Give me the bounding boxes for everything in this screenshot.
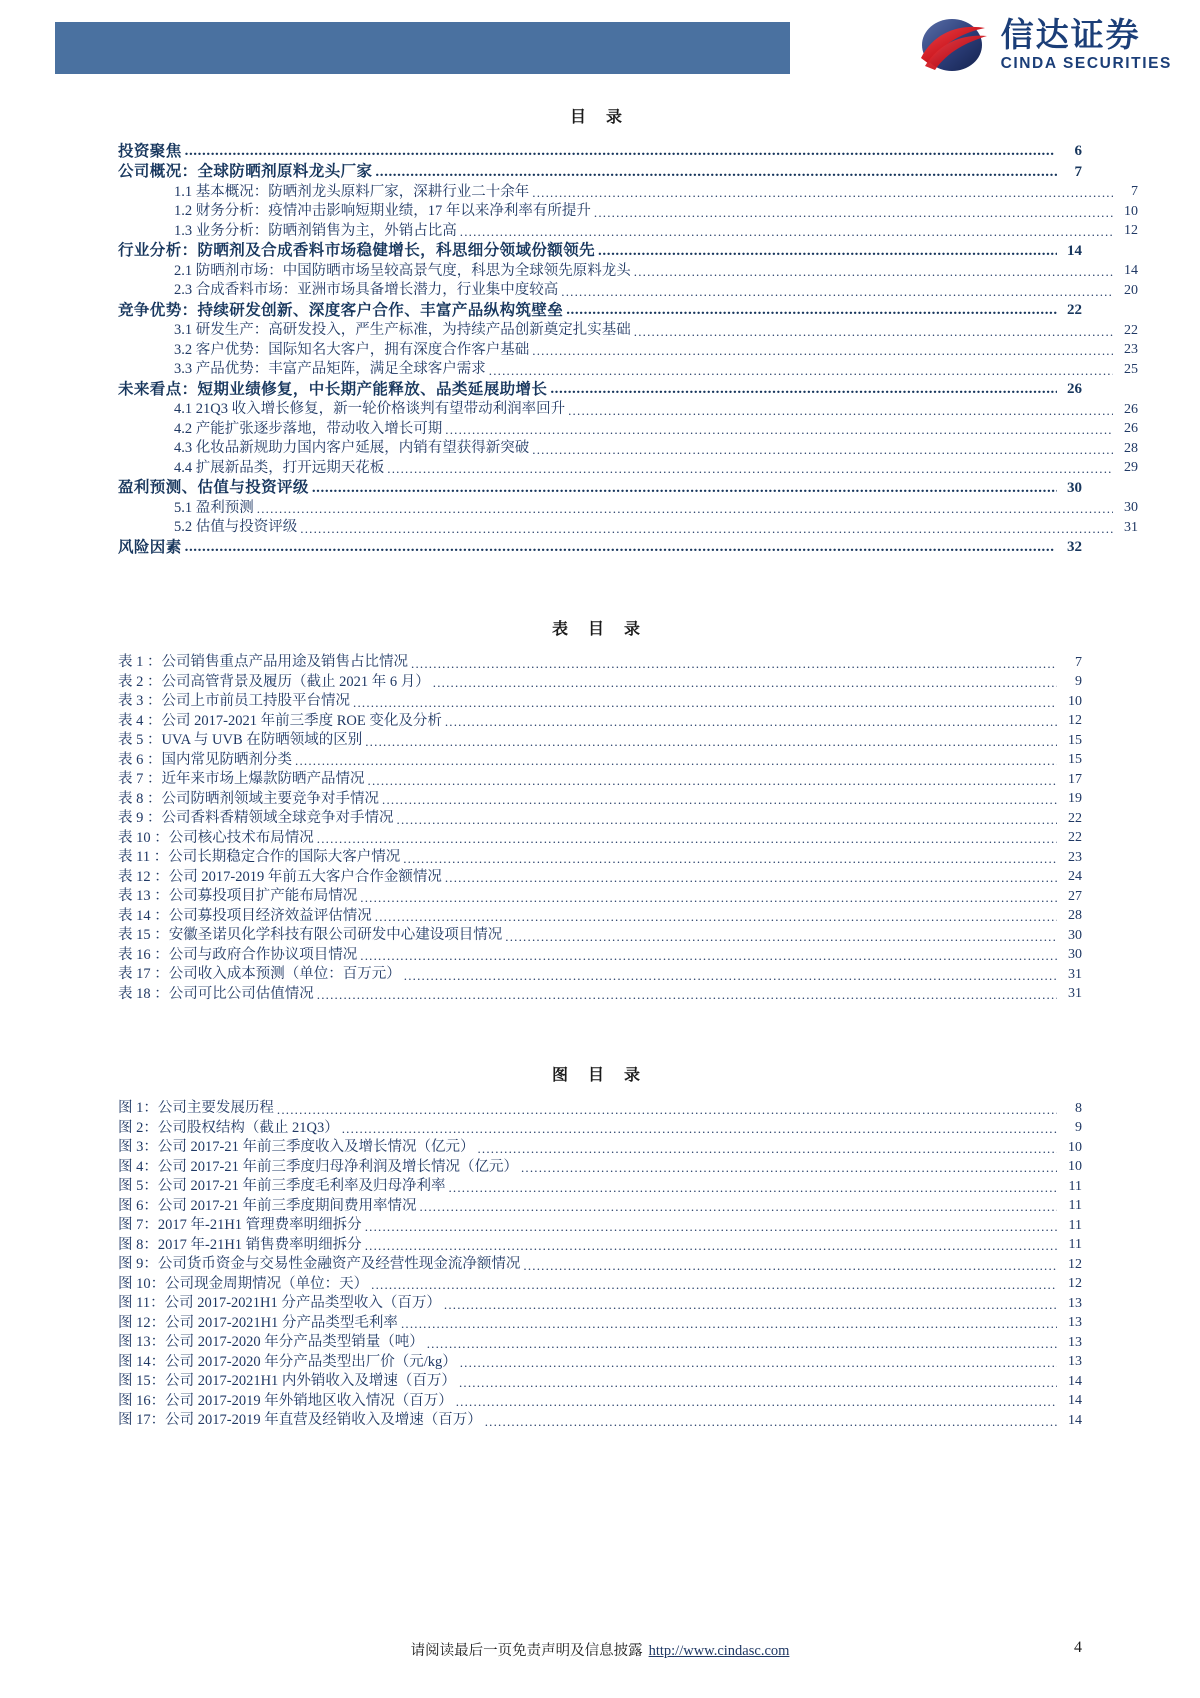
dot-leader bbox=[561, 283, 1113, 298]
entry-page-number: 27 bbox=[1068, 888, 1082, 904]
table-list-entry[interactable] bbox=[118, 887, 1082, 907]
footer-url-link[interactable]: http://www.cindasc.com bbox=[648, 1643, 790, 1659]
entry-page-number: 31 bbox=[1068, 966, 1082, 982]
entry-label: 表 13 ：公司募投项目扩产能布局情况 bbox=[118, 888, 358, 904]
table-list-entry[interactable] bbox=[118, 789, 1082, 809]
entry-page-number: 13 bbox=[1068, 1354, 1082, 1369]
entry-label: 图 11：公司 2017-2021H1 分产品类型收入（百万） bbox=[118, 1295, 441, 1311]
dot-leader bbox=[368, 772, 1058, 787]
figure-list-entry[interactable] bbox=[118, 1352, 1082, 1372]
dot-leader bbox=[419, 1199, 1057, 1214]
footer-disclaimer: 请阅读最后一页免责声明及信息披露 bbox=[410, 1643, 643, 1659]
entry-page-number: 22 bbox=[1068, 830, 1082, 845]
entry-label: 图 10：公司现金周期情况（单位：天） bbox=[118, 1275, 369, 1292]
dot-leader bbox=[445, 870, 1057, 885]
figure-list-entry[interactable] bbox=[118, 1372, 1082, 1392]
entry-label: 5.1 盈利预测 bbox=[174, 499, 254, 516]
dot-leader bbox=[317, 831, 1057, 846]
toc-entry[interactable] bbox=[118, 241, 1082, 262]
toc-entry[interactable] bbox=[118, 281, 1138, 301]
dot-leader bbox=[277, 1101, 1057, 1116]
table-list-entry[interactable] bbox=[118, 653, 1082, 673]
toc-entry[interactable] bbox=[118, 340, 1138, 360]
dot-leader bbox=[427, 1335, 1057, 1350]
entry-label: 表 15 ：安徽圣诺贝化学科技有限公司研发中心建设项目情况 bbox=[118, 927, 503, 943]
entry-label: 1.2 财务分析：疫情冲击影响短期业绩，17 年以来净利率有所提升 bbox=[174, 203, 591, 219]
entry-label: 表 18 ：公司可比公司估值情况 bbox=[118, 985, 314, 1002]
entry-page-number: 20 bbox=[1124, 282, 1138, 298]
entry-page-number: 22 bbox=[1068, 810, 1082, 826]
entry-label: 表 9 ：公司香料香精领域全球竞争对手情况 bbox=[118, 810, 394, 826]
dot-leader bbox=[300, 520, 1113, 535]
section-spacer-2 bbox=[118, 1004, 1082, 1050]
logo-wordmark bbox=[1001, 18, 1172, 72]
entry-page-number: 31 bbox=[1068, 986, 1082, 1001]
figure-list-heading: 图 目 录 bbox=[551, 1066, 648, 1084]
entry-page-number: 13 bbox=[1068, 1295, 1082, 1311]
entry-label: 4.4 扩展新品类，打开远期天花板 bbox=[174, 459, 385, 476]
dot-leader bbox=[489, 362, 1113, 377]
entry-page-number: 31 bbox=[1124, 519, 1138, 535]
table-list-entry[interactable] bbox=[118, 750, 1082, 770]
table-list bbox=[118, 653, 1082, 1004]
entry-label: 表 4 ：公司 2017-2021 年前三季度 ROE 变化及分析 bbox=[118, 712, 442, 729]
entry-label: 风险因素 bbox=[118, 538, 182, 556]
page-content bbox=[0, 104, 1200, 1430]
dot-leader bbox=[459, 1374, 1057, 1389]
entry-page-number: 22 bbox=[1124, 322, 1138, 338]
entry-label: 1.1 基本概况：防晒剂龙头原料厂家，深耕行业二十余年 bbox=[174, 183, 530, 200]
dot-leader bbox=[445, 422, 1113, 437]
figure-list-entry[interactable] bbox=[118, 1274, 1082, 1294]
dot-leader bbox=[448, 1179, 1057, 1194]
toc-heading: 目 录 bbox=[569, 109, 630, 126]
dot-leader bbox=[365, 1238, 1057, 1253]
figure-list-entry[interactable] bbox=[118, 1118, 1082, 1138]
dot-leader bbox=[521, 1160, 1057, 1175]
dot-leader bbox=[365, 733, 1057, 748]
toc-entry[interactable] bbox=[118, 439, 1138, 459]
entry-page-number: 15 bbox=[1068, 732, 1082, 748]
dot-leader bbox=[532, 343, 1113, 358]
figure-list-entry[interactable] bbox=[118, 1235, 1082, 1255]
entry-page-number: 29 bbox=[1124, 460, 1138, 475]
entry-label: 图 3：公司 2017-21 年前三季度收入及增长情况（亿元） bbox=[118, 1139, 475, 1155]
table-list-entry[interactable] bbox=[118, 926, 1082, 946]
toc-entry[interactable] bbox=[118, 458, 1138, 478]
header-blue-bar bbox=[55, 22, 790, 74]
dot-leader bbox=[185, 540, 1057, 556]
dot-leader bbox=[460, 1355, 1057, 1370]
figure-list-entry[interactable] bbox=[118, 1216, 1082, 1236]
entry-label: 5.2 估值与投资评级 bbox=[174, 519, 298, 535]
table-list-entry[interactable] bbox=[118, 867, 1082, 887]
dot-leader bbox=[404, 967, 1057, 982]
entry-label: 表 3 ：公司上市前员工持股平台情况 bbox=[118, 693, 350, 709]
toc-entry[interactable] bbox=[118, 360, 1138, 380]
entry-page-number: 30 bbox=[1068, 947, 1082, 962]
entry-page-number: 26 bbox=[1124, 401, 1138, 417]
footer-page-number: 4 bbox=[1074, 1639, 1082, 1656]
entry-page-number: 12 bbox=[1068, 1276, 1082, 1291]
table-list-entry[interactable] bbox=[118, 692, 1082, 712]
entry-label: 图 15：公司 2017-2021H1 内外销收入及增速（百万） bbox=[118, 1373, 456, 1389]
table-list-entry[interactable] bbox=[118, 965, 1082, 985]
entry-label: 图 16：公司 2017-2019 年外销地区收入情况（百万） bbox=[118, 1392, 453, 1409]
entry-label: 表 14 ：公司募投项目经济效益评估情况 bbox=[118, 907, 372, 924]
figure-list-entry[interactable] bbox=[118, 1177, 1082, 1197]
toc-entry[interactable] bbox=[118, 300, 1082, 321]
entry-label: 3.3 产品优势：丰富产品矩阵，满足全球客户需求 bbox=[174, 361, 486, 377]
entry-page-number: 13 bbox=[1068, 1315, 1082, 1330]
dot-leader bbox=[375, 909, 1057, 924]
entry-page-number: 13 bbox=[1068, 1334, 1082, 1350]
entry-page-number: 12 bbox=[1068, 1256, 1082, 1272]
entry-page-number: 9 bbox=[1075, 1120, 1082, 1135]
entry-label: 图 17：公司 2017-2019 年直营及经销收入及增速（百万） bbox=[118, 1412, 482, 1428]
toc-list bbox=[118, 141, 1138, 558]
dot-leader bbox=[353, 694, 1057, 709]
entry-page-number: 7 bbox=[1131, 184, 1138, 199]
table-list-entry[interactable] bbox=[118, 828, 1082, 848]
figure-list bbox=[118, 1099, 1082, 1431]
logo-english-name: CINDA SECURITIES bbox=[1000, 55, 1172, 73]
entry-label: 图 13：公司 2017-2020 年分产品类型销量（吨） bbox=[118, 1334, 424, 1350]
entry-page-number: 14 bbox=[1067, 242, 1082, 259]
entry-label: 未来看点：短期业绩修复，中长期产能释放、品类延展助增长 bbox=[118, 380, 548, 398]
dot-leader bbox=[634, 323, 1113, 338]
entry-page-number: 7 bbox=[1074, 163, 1082, 180]
dot-leader bbox=[444, 1296, 1057, 1311]
entry-label: 表 12 ：公司 2017-2019 年前五大客户合作金额情况 bbox=[118, 868, 442, 885]
entry-label: 图 2：公司股权结构（截止 21Q3） bbox=[118, 1119, 339, 1136]
figure-list-entry[interactable] bbox=[118, 1294, 1082, 1314]
entry-page-number: 17 bbox=[1068, 771, 1082, 787]
entry-label: 3.2 客户优势：国际知名大客户，拥有深度合作客户基础 bbox=[174, 341, 530, 358]
entry-page-number: 14 bbox=[1068, 1393, 1082, 1408]
dot-leader bbox=[317, 987, 1057, 1002]
entry-label: 3.1 研发生产：高研发投入，严生产标准，为持续产品创新奠定扎实基础 bbox=[174, 322, 631, 338]
entry-page-number: 24 bbox=[1068, 869, 1082, 884]
entry-label: 图 14：公司 2017-2020 年分产品类型出厂价（元/kg） bbox=[118, 1353, 457, 1370]
dot-leader bbox=[375, 164, 1057, 180]
toc-entry[interactable] bbox=[118, 537, 1082, 558]
table-list-entry[interactable] bbox=[118, 984, 1082, 1004]
entry-page-number: 10 bbox=[1068, 1159, 1082, 1174]
dot-leader bbox=[360, 889, 1057, 904]
table-list-entry[interactable] bbox=[118, 809, 1082, 829]
entry-page-number: 8 bbox=[1075, 1100, 1082, 1116]
page-footer bbox=[0, 1639, 1200, 1660]
table-list-entry[interactable] bbox=[118, 906, 1082, 926]
entry-page-number: 28 bbox=[1124, 440, 1138, 456]
entry-page-number: 15 bbox=[1068, 752, 1082, 767]
dot-leader bbox=[477, 1140, 1057, 1155]
entry-page-number: 7 bbox=[1075, 654, 1082, 670]
figure-list-entry[interactable] bbox=[118, 1138, 1082, 1158]
dot-leader bbox=[532, 185, 1113, 200]
entry-page-number: 32 bbox=[1067, 539, 1082, 555]
entry-page-number: 23 bbox=[1124, 342, 1138, 357]
entry-page-number: 30 bbox=[1067, 479, 1082, 496]
dot-leader bbox=[312, 480, 1057, 496]
entry-label: 2.3 合成香料市场：亚洲市场具备增长潜力，行业集中度较高 bbox=[174, 282, 559, 298]
entry-page-number: 12 bbox=[1068, 713, 1082, 728]
dot-leader bbox=[485, 1413, 1057, 1428]
figure-list-entry[interactable] bbox=[118, 1411, 1082, 1431]
dot-leader bbox=[342, 1121, 1057, 1136]
dot-leader bbox=[365, 1218, 1057, 1233]
table-list-entry[interactable] bbox=[118, 945, 1082, 965]
entry-label: 表 5 ：UVA 与 UVB 在防晒领域的区别 bbox=[118, 732, 363, 748]
cinda-logo-icon bbox=[913, 14, 991, 76]
entry-page-number: 22 bbox=[1067, 302, 1082, 318]
entry-label: 竞争优势：持续研发创新、深度客户合作、丰富产品纵构筑壁垒 bbox=[118, 301, 564, 319]
entry-page-number: 12 bbox=[1124, 223, 1138, 238]
entry-label: 表 2 ：公司高管背景及履历（截止 2021 年 6 月） bbox=[118, 673, 430, 690]
toc-entry[interactable] bbox=[118, 162, 1082, 183]
entry-page-number: 25 bbox=[1124, 361, 1138, 377]
entry-page-number: 30 bbox=[1068, 927, 1082, 943]
table-list-entry[interactable] bbox=[118, 711, 1082, 731]
dot-leader bbox=[456, 1394, 1057, 1409]
dot-leader bbox=[445, 714, 1057, 729]
toc-entry[interactable] bbox=[118, 518, 1138, 538]
dot-leader bbox=[598, 243, 1057, 259]
dot-leader bbox=[360, 948, 1057, 963]
dot-leader bbox=[371, 1277, 1057, 1292]
page-header bbox=[0, 0, 1200, 92]
dot-leader bbox=[505, 928, 1057, 943]
entry-page-number: 10 bbox=[1068, 693, 1082, 709]
entry-label: 图 5：公司 2017-21 年前三季度毛利率及归母净利率 bbox=[118, 1178, 446, 1194]
entry-label: 图 12：公司 2017-2021H1 分产品类型毛利率 bbox=[118, 1314, 398, 1331]
dot-leader bbox=[433, 675, 1057, 690]
entry-page-number: 11 bbox=[1068, 1178, 1082, 1194]
entry-page-number: 28 bbox=[1068, 908, 1082, 923]
entry-label: 表 7 ：近年来市场上爆款防晒产品情况 bbox=[118, 771, 365, 787]
dot-leader bbox=[594, 204, 1113, 219]
entry-label: 图 7：2017 年-21H1 管理费率明细拆分 bbox=[118, 1217, 362, 1233]
figure-list-entry[interactable] bbox=[118, 1255, 1082, 1275]
figure-list-entry[interactable] bbox=[118, 1391, 1082, 1411]
entry-page-number: 14 bbox=[1068, 1412, 1082, 1428]
entry-page-number: 6 bbox=[1074, 143, 1082, 159]
toc-entry[interactable] bbox=[118, 321, 1138, 341]
dot-leader bbox=[523, 1257, 1057, 1272]
toc-entry[interactable] bbox=[118, 141, 1082, 162]
dot-leader bbox=[387, 461, 1113, 476]
entry-page-number: 23 bbox=[1068, 849, 1082, 865]
entry-label: 盈利预测、估值与投资评级 bbox=[118, 479, 309, 496]
entry-page-number: 26 bbox=[1124, 421, 1138, 436]
entry-label: 4.2 产能扩张逐步落地，带动收入增长可期 bbox=[174, 420, 443, 437]
table-list-heading: 表 目 录 bbox=[551, 620, 648, 638]
entry-label: 图 9：公司货币资金与交易性金融资产及经营性现金流净额情况 bbox=[118, 1256, 521, 1272]
dot-leader bbox=[411, 655, 1057, 670]
toc-entry[interactable] bbox=[118, 261, 1138, 281]
entry-label: 图 8：2017 年-21H1 销售费率明细拆分 bbox=[118, 1236, 362, 1253]
dot-leader bbox=[382, 792, 1057, 807]
dot-leader bbox=[460, 224, 1113, 239]
dot-leader bbox=[397, 811, 1058, 826]
dot-leader bbox=[257, 501, 1113, 516]
entry-page-number: 26 bbox=[1067, 381, 1082, 397]
entry-label: 表 10 ：公司核心技术布局情况 bbox=[118, 829, 314, 846]
section-spacer bbox=[118, 558, 1082, 604]
entry-label: 投资聚焦 bbox=[118, 142, 182, 160]
figure-list-entry[interactable] bbox=[118, 1333, 1082, 1353]
dot-leader bbox=[185, 144, 1057, 160]
dot-leader bbox=[566, 303, 1057, 319]
entry-label: 图 4：公司 2017-21 年前三季度归母净利润及增长情况（亿元） bbox=[118, 1158, 518, 1175]
toc-entry[interactable] bbox=[118, 478, 1082, 499]
dot-leader bbox=[634, 264, 1113, 279]
entry-label: 表 16 ：公司与政府合作协议项目情况 bbox=[118, 946, 358, 963]
entry-page-number: 9 bbox=[1075, 674, 1082, 689]
table-list-entry[interactable] bbox=[118, 848, 1082, 868]
entry-label: 4.1 21Q3 收入增长修复，新一轮价格谈判有望带动利润率回升 bbox=[174, 401, 566, 417]
dot-leader bbox=[295, 753, 1057, 768]
dot-leader bbox=[401, 1316, 1057, 1331]
toc-entry[interactable] bbox=[118, 498, 1138, 518]
entry-label: 图 6：公司 2017-21 年前三季度期间费用率情况 bbox=[118, 1197, 417, 1214]
entry-page-number: 30 bbox=[1124, 500, 1138, 515]
entry-label: 2.1 防晒剂市场：中国防晒市场呈较高景气度，科思为全球领先原料龙头 bbox=[174, 262, 631, 279]
entry-page-number: 11 bbox=[1068, 1198, 1082, 1213]
toc-entry[interactable] bbox=[118, 202, 1138, 222]
toc-entry[interactable] bbox=[118, 182, 1138, 202]
figure-list-entry[interactable] bbox=[118, 1157, 1082, 1177]
dot-leader bbox=[568, 402, 1113, 417]
entry-page-number: 14 bbox=[1124, 263, 1138, 278]
dot-leader bbox=[550, 382, 1057, 398]
entry-label: 公司概况：全球防晒剂原料龙头厂家 bbox=[118, 163, 373, 180]
entry-label: 行业分析：防晒剂及合成香料市场稳健增长，科思细分领域份额领先 bbox=[118, 242, 596, 259]
table-list-entry[interactable] bbox=[118, 672, 1082, 692]
entry-page-number: 19 bbox=[1068, 791, 1082, 806]
dot-leader bbox=[403, 850, 1057, 865]
toc-entry[interactable] bbox=[118, 379, 1082, 400]
entry-page-number: 10 bbox=[1068, 1139, 1082, 1155]
logo-chinese-name: 信达证券 bbox=[1000, 16, 1141, 54]
figure-list-entry[interactable] bbox=[118, 1313, 1082, 1333]
toc-entry[interactable] bbox=[118, 400, 1138, 420]
table-list-entry[interactable] bbox=[118, 770, 1082, 790]
entry-label: 4.3 化妆品新规助力国内客户延展，内销有望获得新突破 bbox=[174, 440, 530, 456]
entry-page-number: 10 bbox=[1124, 203, 1138, 219]
figure-list-entry[interactable] bbox=[118, 1099, 1082, 1119]
entry-label: 表 8 ：公司防晒剂领域主要竞争对手情况 bbox=[118, 790, 379, 807]
figure-list-entry[interactable] bbox=[118, 1196, 1082, 1216]
entry-page-number: 11 bbox=[1068, 1237, 1082, 1252]
entry-label: 表 17 ：公司收入成本预测（单位：百万元） bbox=[118, 966, 401, 982]
toc-entry[interactable] bbox=[118, 221, 1138, 241]
toc-entry[interactable] bbox=[118, 419, 1138, 439]
entry-label: 表 1 ：公司销售重点产品用途及销售占比情况 bbox=[118, 654, 408, 670]
company-logo bbox=[913, 14, 1172, 76]
entry-label: 1.3 业务分析：防晒剂销售为主，外销占比高 bbox=[174, 222, 457, 239]
dot-leader bbox=[532, 441, 1113, 456]
entry-page-number: 11 bbox=[1068, 1217, 1082, 1233]
entry-label: 图 1：公司主要发展历程 bbox=[118, 1100, 274, 1116]
entry-label: 表 6 ：国内常见防晒剂分类 bbox=[118, 751, 292, 768]
entry-label: 表 11 ：公司长期稳定合作的国际大客户情况 bbox=[118, 849, 401, 865]
entry-page-number: 14 bbox=[1068, 1373, 1082, 1389]
table-list-entry[interactable] bbox=[118, 731, 1082, 751]
